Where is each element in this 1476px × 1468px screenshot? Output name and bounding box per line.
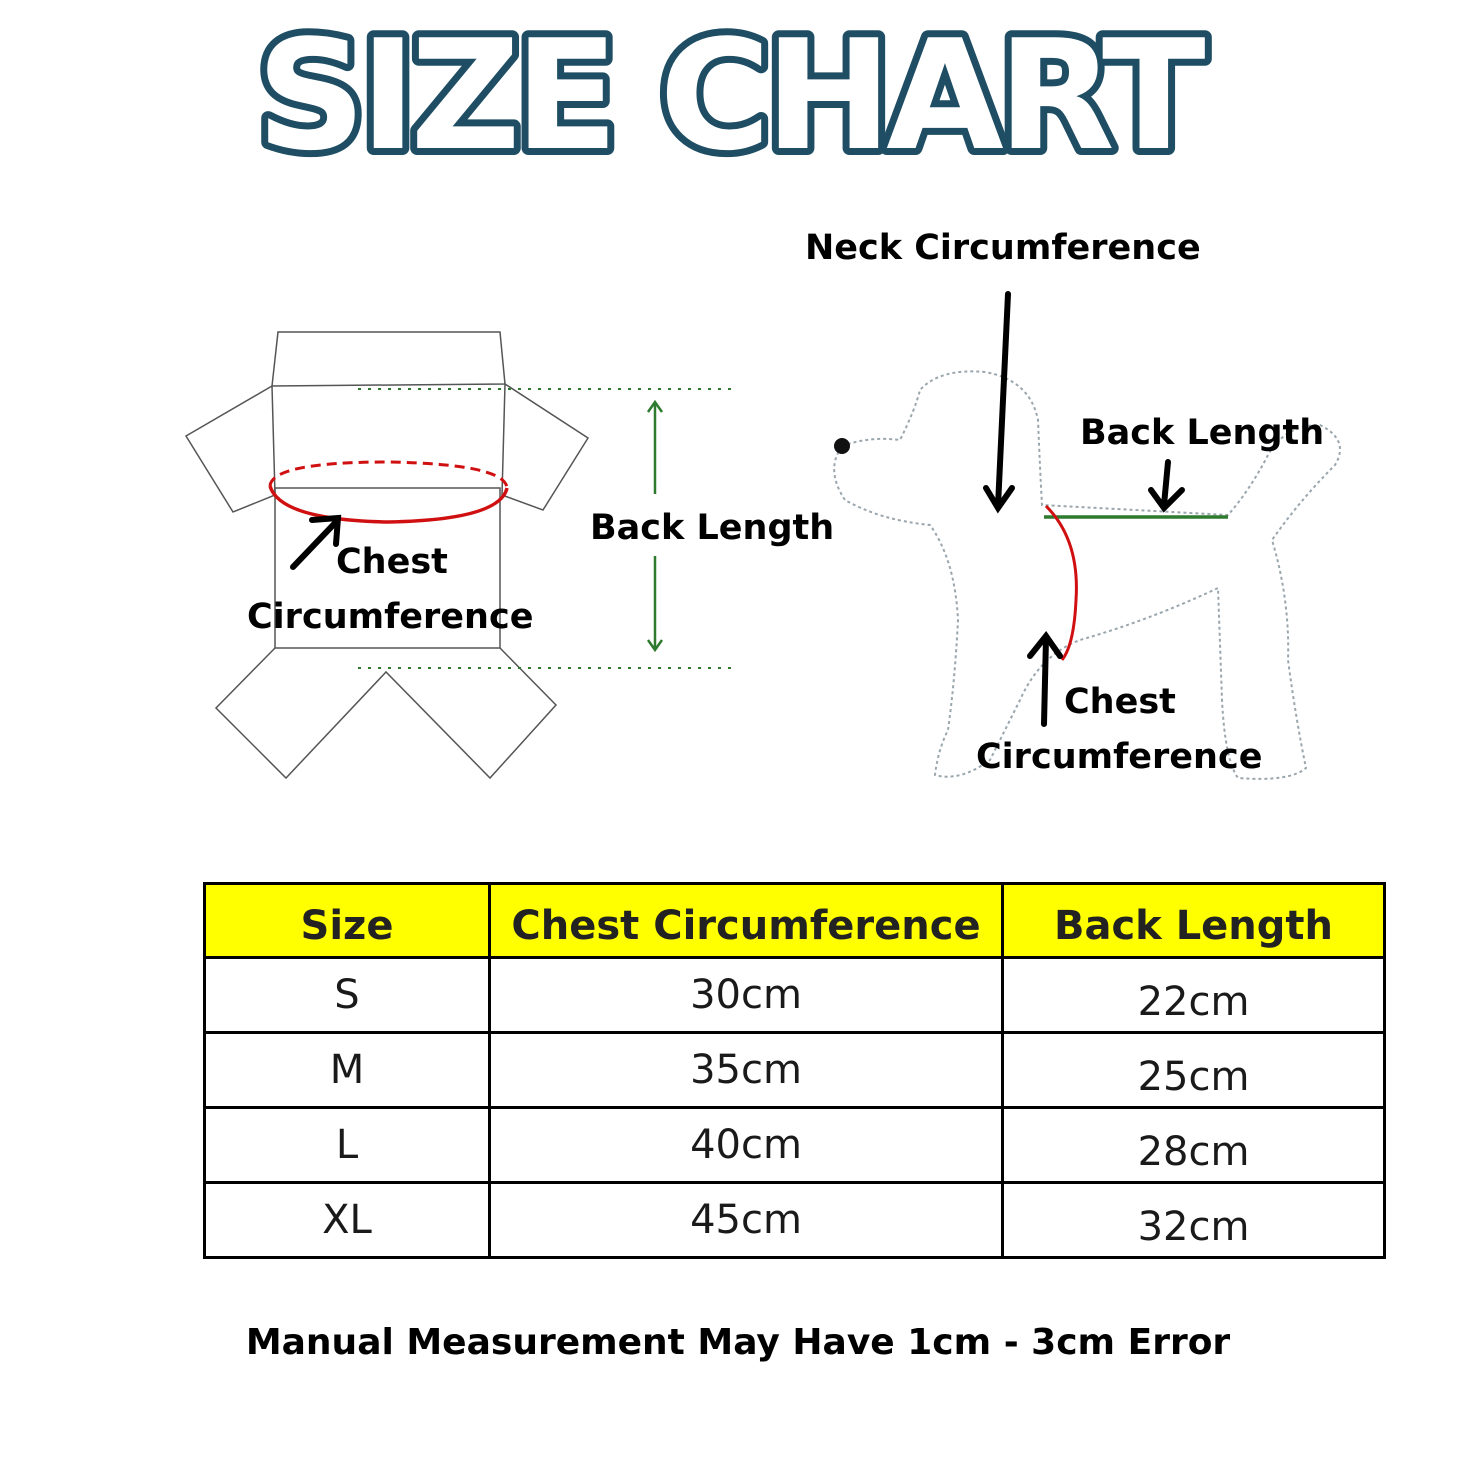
chest-cell: 30cm <box>490 958 1003 1033</box>
garment-chest-label-line1: Chest <box>336 542 448 582</box>
table-row <box>205 958 1385 1033</box>
dog-chest-label-line2: Circumference <box>976 737 1263 777</box>
garment-chest-arrow <box>293 518 338 567</box>
size-cell: XL <box>205 1183 490 1258</box>
dog-nose <box>834 438 850 454</box>
table-row <box>205 1033 1385 1108</box>
dog-chest-line <box>1046 506 1076 660</box>
chest-cell: 40cm <box>490 1108 1003 1183</box>
garment-chest-label-line2: Circumference <box>247 597 534 637</box>
measurement-disclaimer: Manual Measurement May Have 1cm - 3cm Error <box>245 1322 1231 1363</box>
page-title <box>0 0 1476 200</box>
dog-neck-label: Neck Circumference <box>805 228 1201 268</box>
size-table <box>203 882 1386 1259</box>
table-row <box>205 1183 1385 1258</box>
back-length-cell: 22cm <box>1003 958 1385 1033</box>
table-header-row <box>205 884 1385 958</box>
dog-chest-label-line1: Chest <box>1064 682 1176 722</box>
title-text: SIZE CHART <box>256 7 1200 184</box>
chest-cell: 35cm <box>490 1033 1003 1108</box>
header-size: Size <box>205 884 490 958</box>
dog-back-length-arrow <box>1151 462 1182 508</box>
neck-arrow <box>986 294 1012 508</box>
header-back-length: Back Length <box>1003 884 1385 958</box>
dog-back-length-label: Back Length <box>1080 413 1325 453</box>
garment-back-length-label: Back Length <box>590 508 835 548</box>
garment-chest-line <box>270 462 507 522</box>
size-cell: M <box>205 1033 490 1108</box>
table-row <box>205 1108 1385 1183</box>
back-length-cell: 32cm <box>1003 1183 1385 1258</box>
chest-cell: 45cm <box>490 1183 1003 1258</box>
size-cell: L <box>205 1108 490 1183</box>
dog-chest-arrow <box>1030 636 1060 724</box>
size-cell: S <box>205 958 490 1033</box>
back-length-cell: 28cm <box>1003 1108 1385 1183</box>
back-length-cell: 25cm <box>1003 1033 1385 1108</box>
header-chest-circumference: Chest Circumference <box>490 884 1003 958</box>
